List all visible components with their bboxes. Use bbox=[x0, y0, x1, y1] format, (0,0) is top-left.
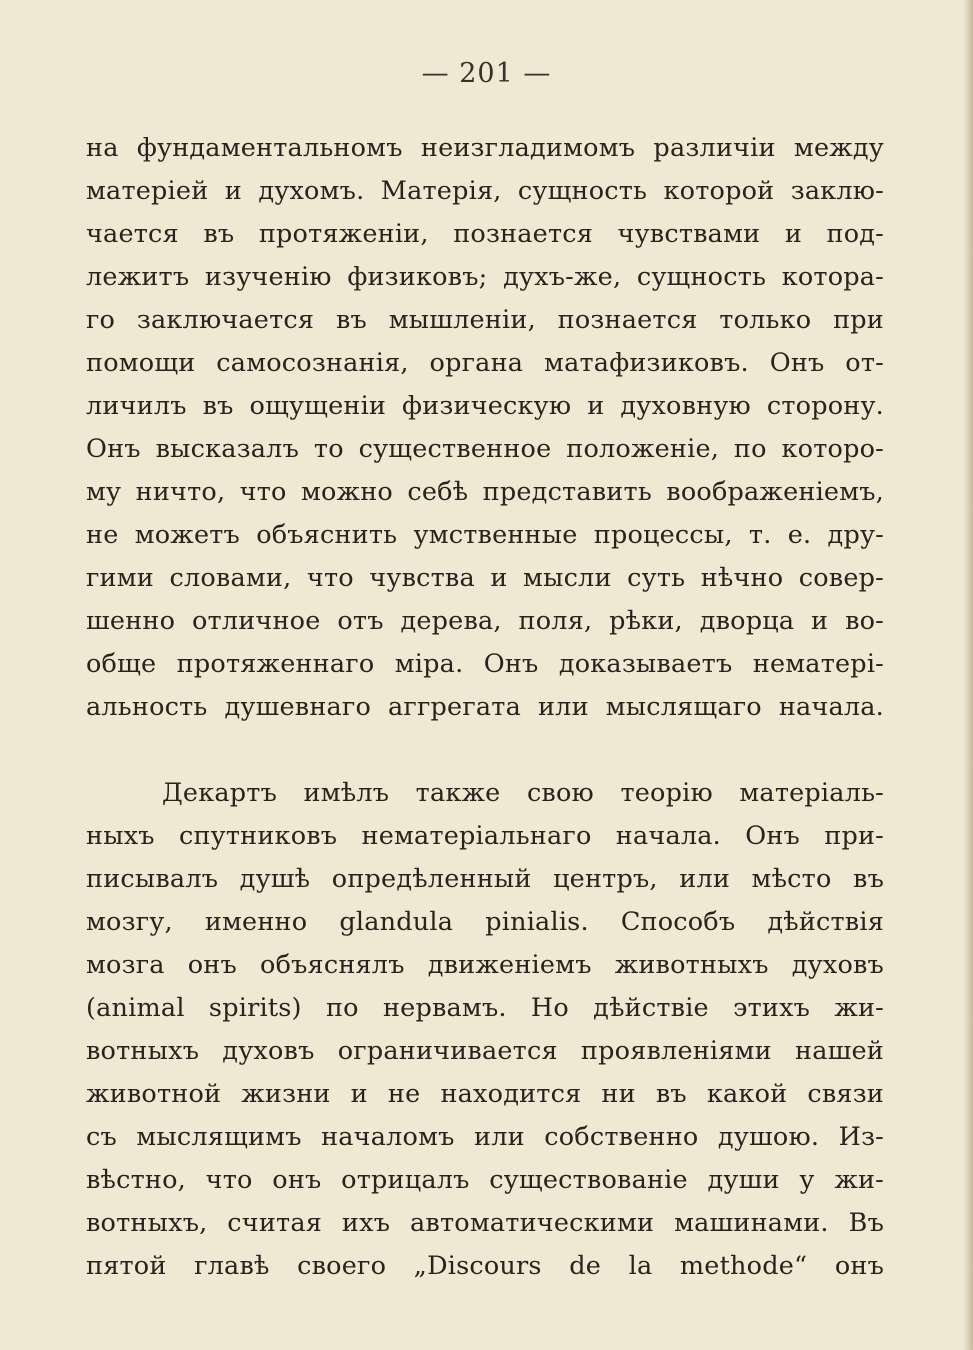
text-line: шенно отличное отъ дерева, поля, рѣки, дворца и во- bbox=[86, 606, 884, 636]
text-line: животной жизни и не находится ни въ какой связи bbox=[86, 1079, 884, 1109]
text-line: на фундаментальномъ неизгладимомъ различіи между bbox=[86, 133, 884, 163]
text-line: гими словами, что чувства и мысли суть нѣчно совер- bbox=[86, 563, 884, 593]
text-line: чается въ протяженіи, познается чувствами и под- bbox=[86, 219, 884, 249]
text-line: мозгу, именно glandula pinialis. Способъ дѣйствія bbox=[86, 907, 884, 937]
text-line: вѣстно, что онъ отрицалъ существованіе души у жи- bbox=[86, 1165, 884, 1195]
text-line: личилъ въ ощущеніи физическую и духовную сторону. bbox=[86, 391, 884, 421]
text-line: матеріей и духомъ. Матерія, сущность которой заклю- bbox=[86, 176, 884, 206]
text-line: обще протяженнаго міра. Онъ доказываетъ нематері- bbox=[86, 649, 884, 679]
text-line: пятой главѣ своего „Discours de la methode“ онъ bbox=[86, 1251, 884, 1281]
text-line: Онъ высказалъ то существенное положеніе, по которо- bbox=[86, 434, 884, 464]
text-line: съ мыслящимъ началомъ или собственно душою. Из- bbox=[86, 1122, 884, 1152]
text-line: Декартъ имѣлъ также свою теорію матеріаль- bbox=[162, 778, 884, 808]
text-line: (animal spirits) по нервамъ. Но дѣйствіе этихъ жи- bbox=[86, 993, 884, 1023]
text-line: не можетъ объяснить умственные процессы, т. е. дру- bbox=[86, 520, 884, 550]
text-line: му ничто, что можно себѣ представить воображеніемъ, bbox=[86, 477, 884, 507]
page-edge-shadow bbox=[963, 0, 973, 1350]
text-line: мозга онъ объяснялъ движеніемъ животныхъ духовъ bbox=[86, 950, 884, 980]
text-line: ныхъ спутниковъ нематеріальнаго начала. Онъ при- bbox=[86, 821, 884, 851]
text-line: писывалъ душѣ опредѣленный центръ, или мѣсто въ bbox=[86, 864, 884, 894]
text-line: альность душевнаго аггрегата или мыслящаго начала. bbox=[86, 692, 884, 722]
page-number: — 201 — bbox=[421, 58, 552, 89]
text-line: вотныхъ, считая ихъ автоматическими машинами. Въ bbox=[86, 1208, 884, 1238]
text-line: помощи самосознанія, органа матафизиковъ. Онъ от- bbox=[86, 348, 884, 378]
text-line: вотныхъ духовъ ограничивается проявленіями нашей bbox=[86, 1036, 884, 1066]
text-line: го заключается въ мышленіи, познается только при bbox=[86, 305, 884, 335]
text-line: лежитъ изученію физиковъ; духъ-же, сущность котора- bbox=[86, 262, 884, 292]
